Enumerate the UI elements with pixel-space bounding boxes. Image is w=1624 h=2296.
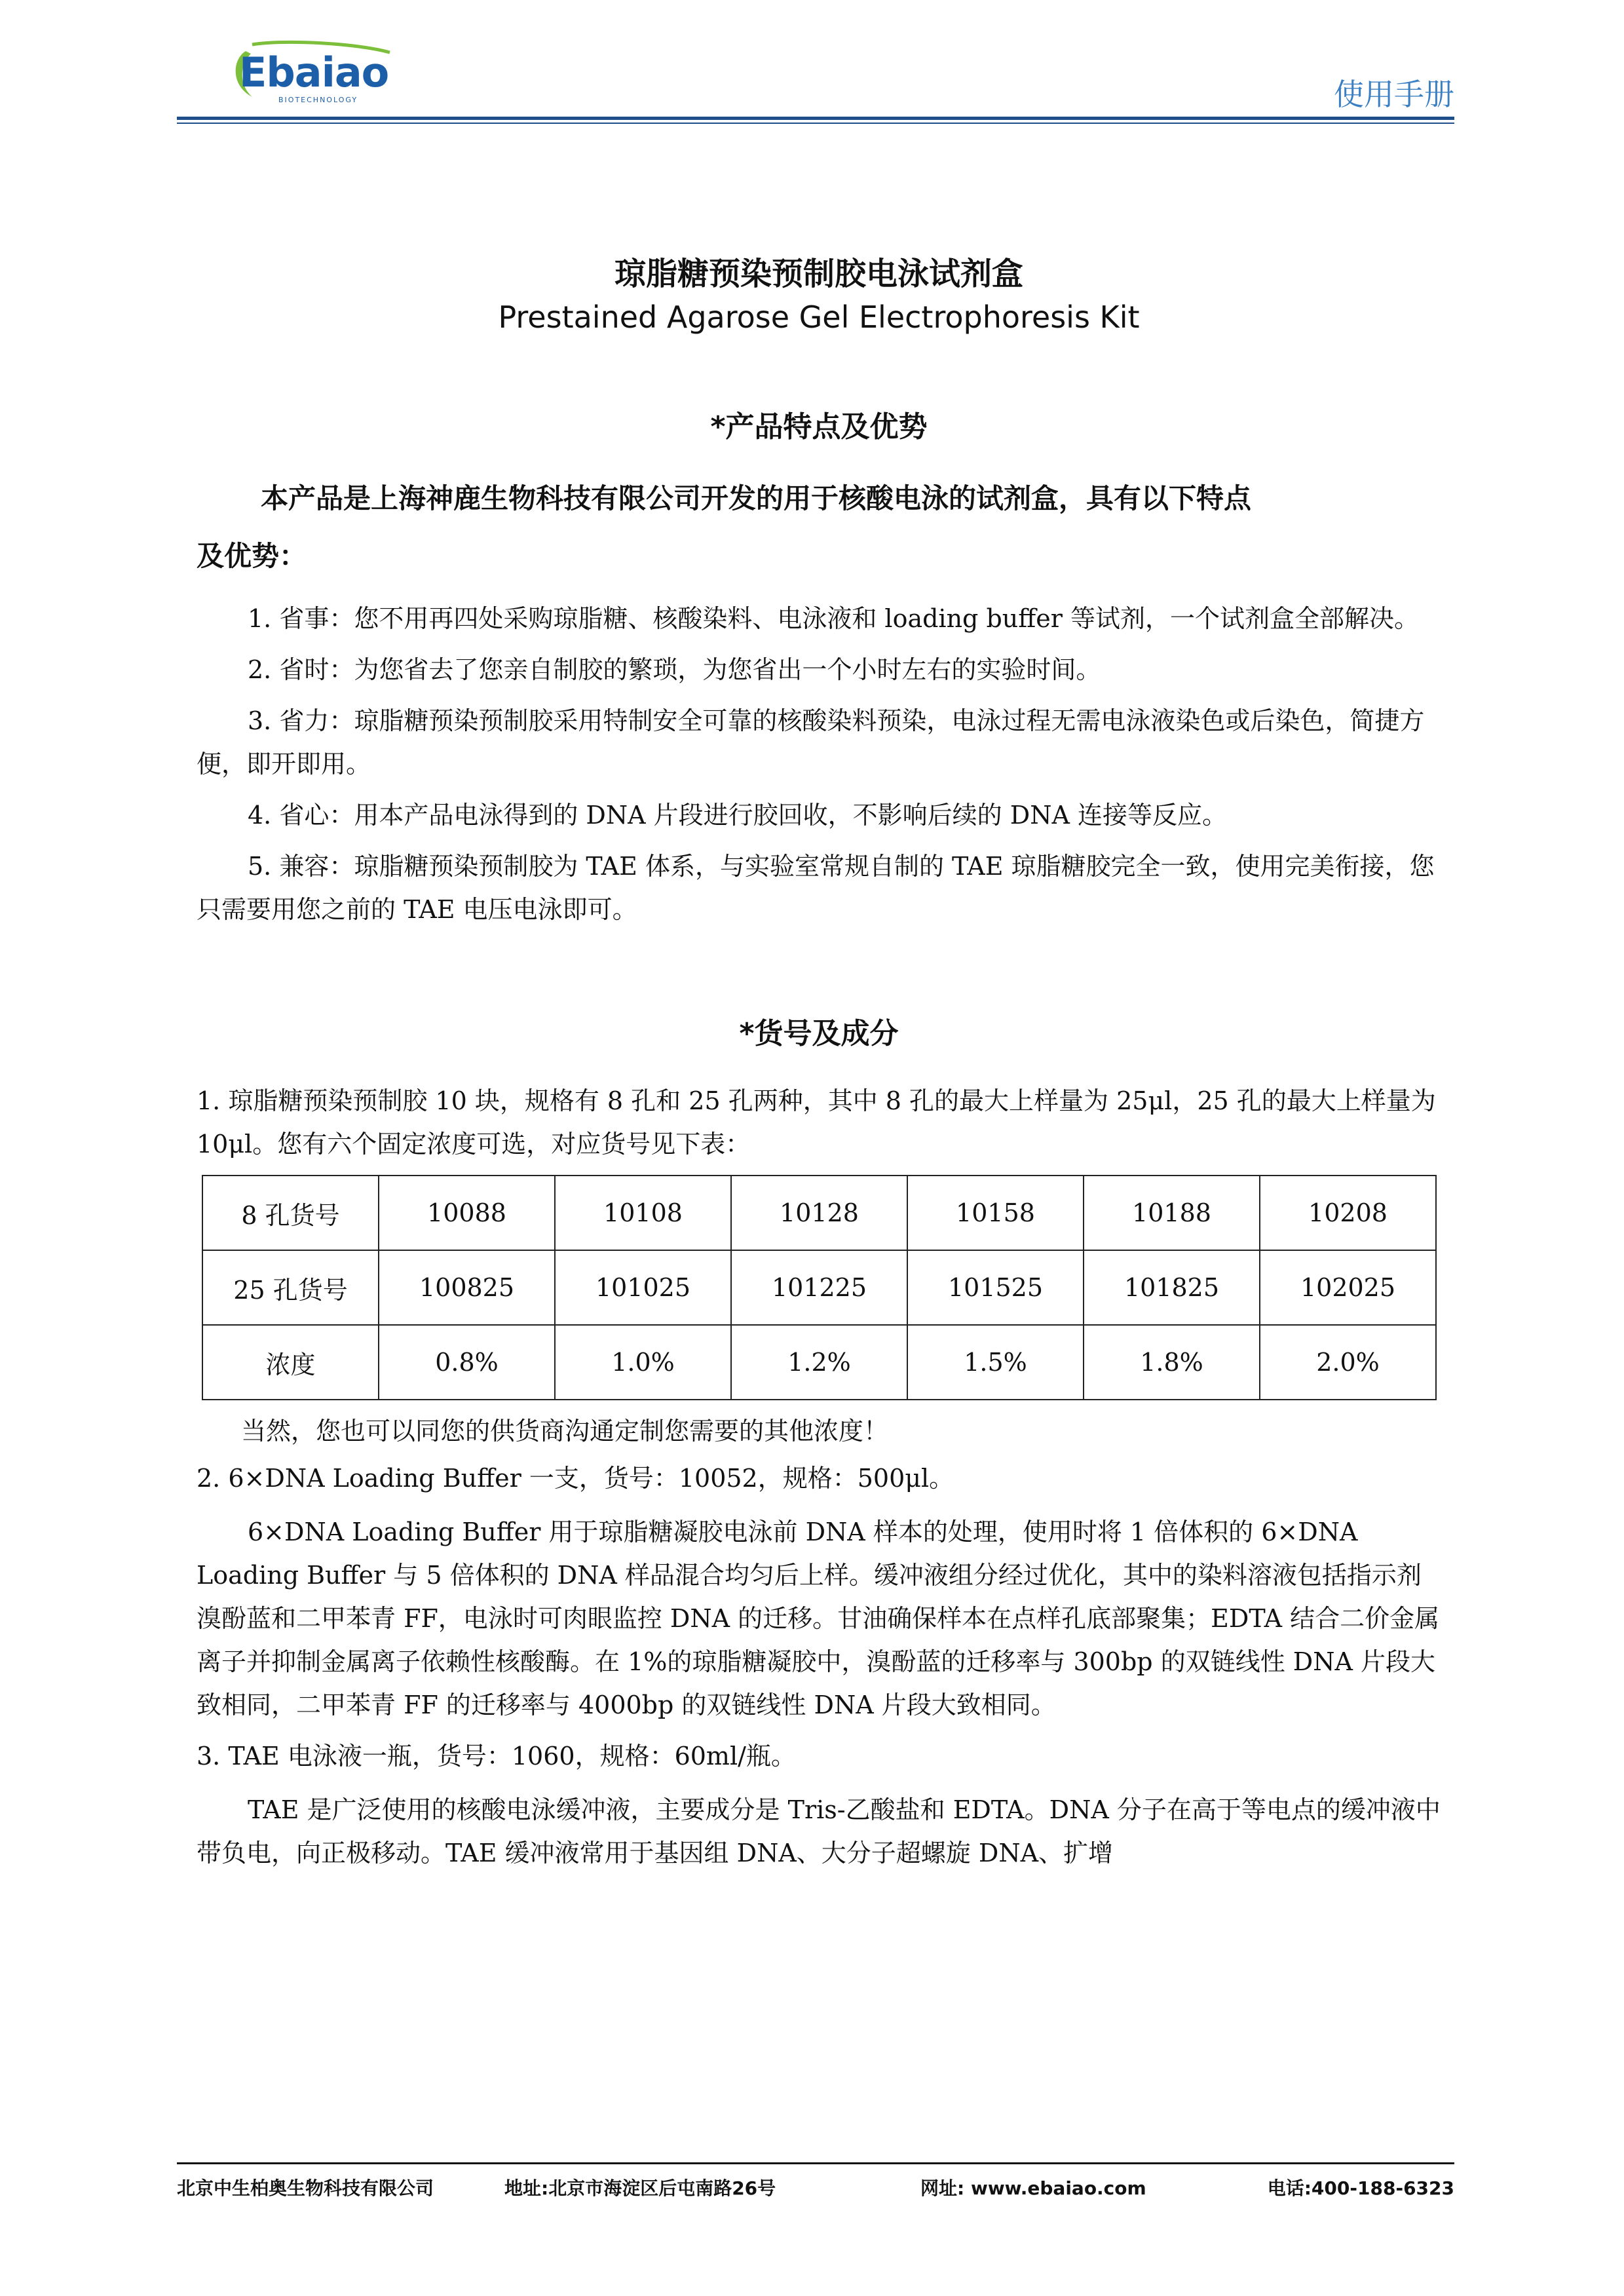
table-cell: 102025 bbox=[1260, 1250, 1436, 1325]
feature-item: 2. 省时：为您省去了您亲自制胶的繁琐，为您省出一个小时左右的实验时间。 bbox=[248, 655, 1101, 684]
features-heading: *产品特点及优势 bbox=[710, 410, 928, 444]
table-cell: 1.8% bbox=[1084, 1325, 1260, 1400]
table-row bbox=[202, 1176, 1436, 1250]
table-cell: 1.0% bbox=[555, 1325, 731, 1400]
table-cell: 2.0% bbox=[1260, 1325, 1436, 1400]
footer-rule bbox=[177, 2162, 1454, 2164]
table-row-header: 25 孔货号 bbox=[202, 1250, 379, 1325]
table-cell: 1.5% bbox=[907, 1325, 1084, 1400]
table-row-header: 8 孔货号 bbox=[202, 1176, 379, 1250]
custom-concentration-note: 当然，您也可以同您的供货商沟通定制您需要的其他浓度！ bbox=[241, 1417, 889, 1445]
spec-table bbox=[202, 1175, 1437, 1400]
feature-item: 1. 省事：您不用再四处采购琼脂糖、核酸染料、电泳液和 loading buffer 等试剂，一个试剂盒全部解决。 bbox=[248, 604, 1419, 633]
table-cell: 1.2% bbox=[731, 1325, 907, 1400]
table-cell: 10188 bbox=[1084, 1176, 1260, 1250]
table-row-header: 浓度 bbox=[202, 1325, 379, 1400]
table-cell: 10128 bbox=[731, 1176, 907, 1250]
footer-phone: 电话:400-188-6323 bbox=[1267, 2177, 1454, 2199]
manual-label: 使用手册 bbox=[1334, 77, 1454, 112]
feature-list bbox=[197, 597, 1441, 931]
loading-buffer-description: 6×DNA Loading Buffer 用于琼脂糖凝胶电泳前 DNA 样本的处理，使用时将 1 倍体积的 6×DNA Loading Buffer 与 5 倍体积的 DNA 样品混合均匀后上样。缓冲液组分经过优化，其中的染料溶液包括指示剂溴酚蓝和二甲苯青 FF，电泳时可肉眼监控 DNA 的迁移。甘油确保样本在点样孔底部聚集；EDTA 结合二价金属离子并抑制金属离子依赖性核酸酶。在 1%的琼脂糖凝胶中，溴酚蓝的迁移率与 300bp 的双链线性 DNA 片段大致相同，二甲苯青 FF 的迁移率与 4000bp 的双链线性 DNA 片段大致相同。 bbox=[197, 1518, 1440, 1719]
component-item-1: 1. 琼脂糖预染预制胶 10 块，规格有 8 孔和 25 孔两种，其中 8 孔的最大上样量为 25μl，25 孔的最大上样量为 10μl。您有六个固定浓度可选，对应货号见下表： bbox=[197, 1086, 1436, 1158]
header-rule bbox=[177, 117, 1454, 120]
table-cell: 10208 bbox=[1260, 1176, 1436, 1250]
component-item-3: 3. TAE 电泳液一瓶，货号：1060，规格：60ml/瓶。 bbox=[197, 1742, 796, 1770]
table-row bbox=[202, 1250, 1436, 1325]
footer-address: 地址:北京市海淀区后屯南路26号 bbox=[504, 2177, 776, 2199]
components-heading: *货号及成分 bbox=[739, 1017, 899, 1050]
page-footer bbox=[177, 2174, 1454, 2207]
table-cell: 0.8% bbox=[379, 1325, 555, 1400]
footer-website: 网址: www.ebaiao.com bbox=[920, 2177, 1146, 2199]
table-cell: 100825 bbox=[379, 1250, 555, 1325]
table-cell: 101525 bbox=[907, 1250, 1084, 1325]
table-cell: 10158 bbox=[907, 1176, 1084, 1250]
intro-line-2: 及优势： bbox=[197, 540, 307, 572]
table-cell: 101225 bbox=[731, 1250, 907, 1325]
feature-item: 5. 兼容：琼脂糖预染预制胶为 TAE 体系，与实验室常规自制的 TAE 琼脂糖胶完全一致，使用完美衔接，您只需要用您之前的 TAE 电压电泳即可。 bbox=[197, 852, 1435, 924]
header-rule-thin bbox=[177, 123, 1454, 124]
document-body bbox=[197, 252, 1441, 1875]
table-cell: 101825 bbox=[1084, 1250, 1260, 1325]
ebaiao-logo bbox=[226, 39, 396, 111]
table-cell: 10108 bbox=[555, 1176, 731, 1250]
feature-item: 3. 省力：琼脂糖预染预制胶采用特制安全可靠的核酸染料预染，电泳过程无需电泳液染色或后染色，简捷方便，即开即用。 bbox=[197, 706, 1425, 778]
table-cell: 10088 bbox=[379, 1176, 555, 1250]
table-row bbox=[202, 1325, 1436, 1400]
page-header bbox=[177, 39, 1454, 124]
feature-item: 4. 省心：用本产品电泳得到的 DNA 片段进行胶回收，不影响后续的 DNA 连接等反应。 bbox=[248, 801, 1227, 830]
tae-description: TAE 是广泛使用的核酸电泳缓冲液，主要成分是 Tris-乙酸盐和 EDTA。DNA 分子在高于等电点的缓冲液中带负电，向正极移动。TAE 缓冲液常用于基因组 DNA、大分子超螺旋 DNA、扩增 bbox=[197, 1795, 1441, 1867]
component-item-2: 2. 6×DNA Loading Buffer 一支，货号：10052，规格：500μl。 bbox=[197, 1464, 954, 1493]
logo-wordmark: Ebaiao bbox=[239, 48, 389, 96]
table-cell: 101025 bbox=[555, 1250, 731, 1325]
title-english: Prestained Agarose Gel Electrophoresis Kit bbox=[498, 299, 1140, 335]
intro-line-1: 本产品是上海神鹿生物科技有限公司开发的用于核酸电泳的试剂盒，具有以下特点 bbox=[261, 482, 1252, 514]
title-chinese: 琼脂糖预染预制胶电泳试剂盒 bbox=[614, 256, 1023, 292]
logo-subtitle: BIOTECHNOLOGY bbox=[278, 96, 358, 104]
footer-company: 北京中生柏奥生物科技有限公司 bbox=[177, 2177, 434, 2199]
